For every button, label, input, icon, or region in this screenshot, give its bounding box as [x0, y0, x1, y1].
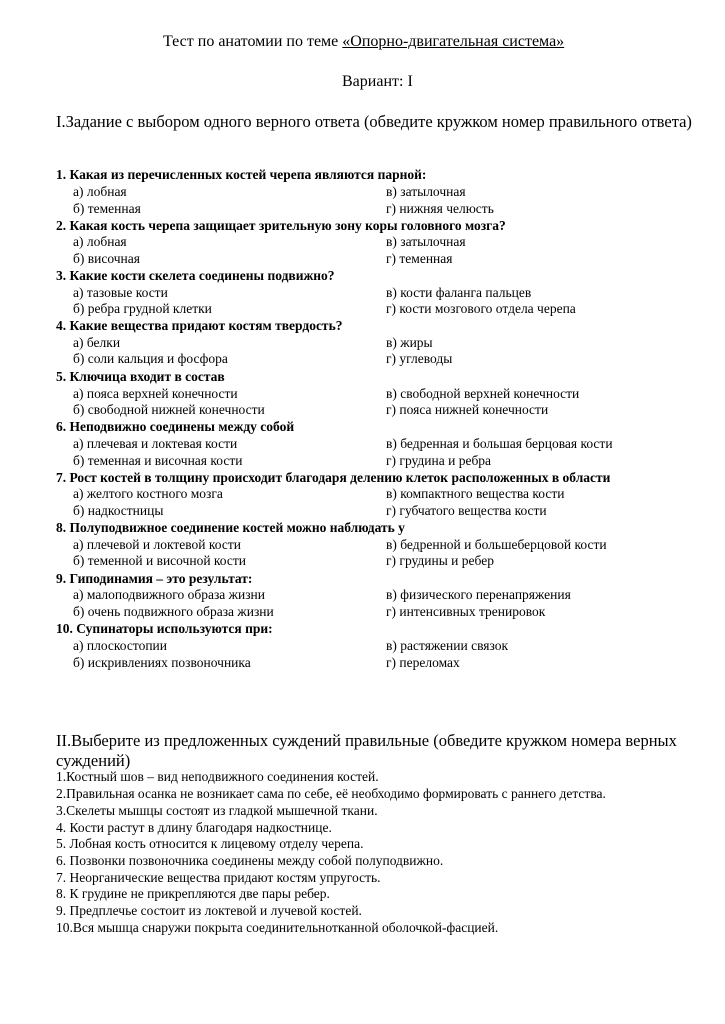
question-2-option-g: г) теменная: [386, 251, 453, 266]
question-5-text: 5. Ключица входит в состав: [56, 369, 225, 384]
question-1-option-v: в) затылочная: [386, 184, 466, 199]
question-7-text: 7. Рост костей в толщину происходит благодаря делению клеток расположенных в области: [56, 470, 611, 485]
question-6-option-g: г) грудина и ребра: [386, 453, 492, 468]
question-3-text: 3. Какие кости скелета соединены подвижно?: [56, 268, 335, 283]
statement-3: 3.Скелеты мышцы состоят из гладкой мышечной ткани.: [56, 803, 378, 818]
question-7-option-b: б) надкостницы: [73, 503, 164, 518]
question-2-option-a: а) лобная: [73, 234, 127, 249]
statement-10: 10.Вся мышца снаружи покрыта соединительнотканной оболочкой-фасцией.: [56, 920, 499, 935]
question-3-option-g: г) кости мозгового отдела черепа: [386, 301, 576, 316]
question-4-text: 4. Какие вещества придают костям твердость?: [56, 318, 343, 333]
question-8-option-a: а) плечевой и локтевой кости: [73, 537, 241, 552]
question-5-option-g: г) пояса нижней конечности: [386, 402, 549, 417]
statement-2: 2.Правильная осанка не возникает сама по себе, её необходимо формировать с раннего детства.: [56, 786, 606, 801]
question-7-option-a: а) желтого костного мозга: [73, 486, 223, 501]
statement-1: 1.Костный шов – вид неподвижного соединения костей.: [56, 769, 379, 784]
question-8-option-b: б) теменной и височной кости: [73, 553, 246, 568]
section2-heading: II.Выберите из предложенных суждений правильные (обведите кружком номера верных суждений): [56, 731, 677, 770]
variant-label: Вариант: I: [342, 73, 413, 90]
question-4-option-g: г) углеводы: [386, 351, 453, 366]
question-3-option-a: а) тазовые кости: [73, 285, 168, 300]
question-4-option-b: б) соли кальция и фосфора: [73, 351, 228, 366]
question-7-option-g: г) губчатого вещества кости: [386, 503, 547, 518]
question-6-option-v: в) бедренная и большая берцовая кости: [386, 436, 613, 451]
question-1-option-a: а) лобная: [73, 184, 127, 199]
question-9-option-b: б) очень подвижного образа жизни: [73, 604, 274, 619]
question-7-option-v: в) компактного вещества кости: [386, 486, 565, 501]
statement-5: 5. Лобная кость относится к лицевому отделу черепа.: [56, 836, 364, 851]
question-10-option-g: г) переломах: [386, 655, 460, 670]
question-9-option-a: а) малоподвижного образа жизни: [73, 587, 265, 602]
question-1-text: 1. Какая из перечисленных костей черепа являются парной:: [56, 167, 427, 182]
statement-6: 6. Позвонки позвоночника соединены между собой полуподвижно.: [56, 853, 444, 868]
question-5-option-v: в) свободной верхней конечности: [386, 386, 580, 401]
question-3-option-b: б) ребра грудной клетки: [73, 301, 212, 316]
page-title: [163, 33, 564, 51]
question-8-option-g: г) грудины и ребер: [386, 553, 494, 568]
question-2-text: 2. Какая кость черепа защищает зрительную зону коры головного мозга?: [56, 218, 506, 233]
question-10-text: 10. Супинаторы используются при:: [56, 621, 273, 636]
question-4-option-a: а) белки: [73, 335, 121, 350]
statement-8: 8. К грудине не прикрепляются две пары ребер.: [56, 886, 330, 901]
question-1-option-b: б) теменная: [73, 201, 141, 216]
question-1-option-g: г) нижняя челюсть: [386, 201, 494, 216]
question-6-text: 6. Неподвижно соединены между собой: [56, 419, 295, 434]
question-6-option-b: б) теменная и височная кости: [73, 453, 243, 468]
question-9-text: 9. Гиподинамия – это результат:: [56, 571, 253, 586]
question-10-option-v: в) растяжении связок: [386, 638, 509, 653]
question-8-option-v: в) бедренной и большеберцовой кости: [386, 537, 607, 552]
question-8-text: 8. Полуподвижное соединение костей можно наблюдать у: [56, 520, 405, 535]
statement-7: 7. Неорганические вещества придают костям упругость.: [56, 870, 381, 885]
question-5-option-b: б) свободной нижней конечности: [73, 402, 265, 417]
statement-4: 4. Кости растут в длину благодаря надкостнице.: [56, 820, 332, 835]
question-3-option-v: в) кости фаланга пальцев: [386, 285, 532, 300]
section1-heading: I.Задание с выбором одного верного ответа (обведите кружком номер правильного ответа): [56, 112, 692, 131]
question-2-option-b: б) височная: [73, 251, 140, 266]
question-4-option-v: в) жиры: [386, 335, 433, 350]
question-9-option-g: г) интенсивных тренировок: [386, 604, 546, 619]
question-9-option-v: в) физического перенапряжения: [386, 587, 571, 602]
title-prefix: Тест по анатомии по теме: [163, 33, 343, 50]
statement-9: 9. Предплечье состоит из локтевой и лучевой костей.: [56, 903, 362, 918]
question-10-option-a: а) плоскостопии: [73, 638, 167, 653]
question-2-option-v: в) затылочная: [386, 234, 466, 249]
question-6-option-a: а) плечевая и локтевая кости: [73, 436, 238, 451]
question-5-option-a: а) пояса верхней конечности: [73, 386, 238, 401]
title-topic: «Опорно-двигательная система»: [342, 33, 565, 50]
question-10-option-b: б) искривлениях позвоночника: [73, 655, 251, 670]
